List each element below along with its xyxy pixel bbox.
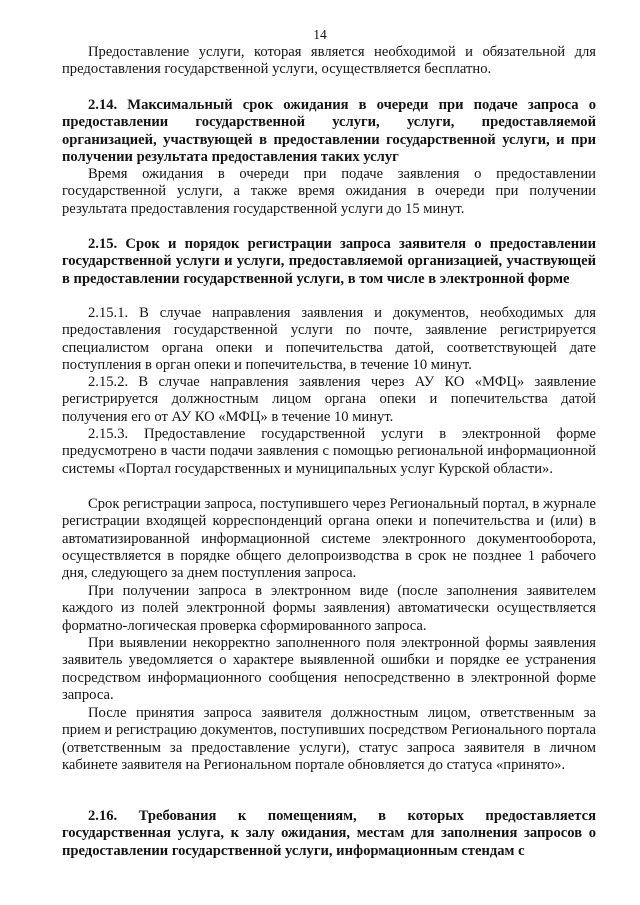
section-2-15-heading: 2.15. Срок и порядок регистрации запроса заявителя о предоставлении государственной услуги и услуги, предоставляемой организацией, участвующей в предоставлении государственной услуги, в том числе в электронной форме (62, 236, 596, 287)
section-2-15-status-update: После принятия запроса заявителя должностным лицом, ответственным за прием и регистрацию документов, поступивших посредством Регионального портала (ответственным за предоставление услуги), статус запроса заявителя в личном кабинете заявителя на Региональном портале обновляется до статуса «принято». (62, 705, 596, 773)
section-2-15-registration-term: Срок регистрации запроса, поступившего через Региональный портал, в журнале регистрации входящей корреспонденций органа опеки и попечительства и (или) в автоматизированной информационной системе электронного документооборота, осуществляется в порядке общего делопроизводства в срок не позднее 1 рабочего дня, следующего за днем поступления запроса. (62, 496, 596, 582)
section-2-14-text: Время ожидания в очереди при подаче заявления о предоставлении государственной услуги, а также время ожидания в очереди при получении результата предоставления государственной услуги до 15 минут. (62, 166, 596, 217)
section-2-16-heading: 2.16. Требования к помещениям, в которых предоставляется государственная услуга, к залу ожидания, местам для заполнения запросов о предоставлении государственной услуги, информационным стендам с (62, 808, 596, 859)
section-2-15-3: 2.15.3. Предоставление государственной услуги в электронной форме предусмотрено в части подачи заявления с помощью региональной информационной системы «Портал государственных и муниципальных услуг Курской области». (62, 426, 596, 477)
section-2-15-error-notice: При выявлении некорректно заполненного поля электронной формы заявления заявитель уведомляется о характере выявленной ошибки и порядке ее устранения посредством информационного сообщения непосредственно в электронной форме запроса. (62, 635, 596, 703)
section-2-14-heading: 2.14. Максимальный срок ожидания в очереди при подаче запроса о предоставлении государственной услуги, услуги, предоставляемой организацией, участвующей в предоставлении государственной услуги, и при получении результата предоставления таких услуг (62, 97, 596, 165)
section-2-15-1: 2.15.1. В случае направления заявления и документов, необходимых для предоставления государственной услуги по почте, заявление регистрируется специалистом органа опеки и попечительства датой, соответствующей дате поступления в орган опеки и попечительства, в течение 10 минут. (62, 305, 596, 373)
section-2-15-2: 2.15.2. В случае направления заявления через АУ КО «МФЦ» заявление регистрируется должностным лицом органа опеки и попечительства датой получения его от АУ КО «МФЦ» в течение 10 минут. (62, 374, 596, 425)
intro-paragraph: Предоставление услуги, которая является необходимой и обязательной для предоставления государственной услуги, осуществляется бесплатно. (62, 44, 596, 78)
page-number: 14 (313, 27, 327, 42)
section-2-15-format-check: При получении запроса в электронном виде (после заполнения заявителем каждого из полей электронной формы заявления) автоматически осуществляется форматно-логическая проверка сформированного запроса. (62, 583, 596, 634)
